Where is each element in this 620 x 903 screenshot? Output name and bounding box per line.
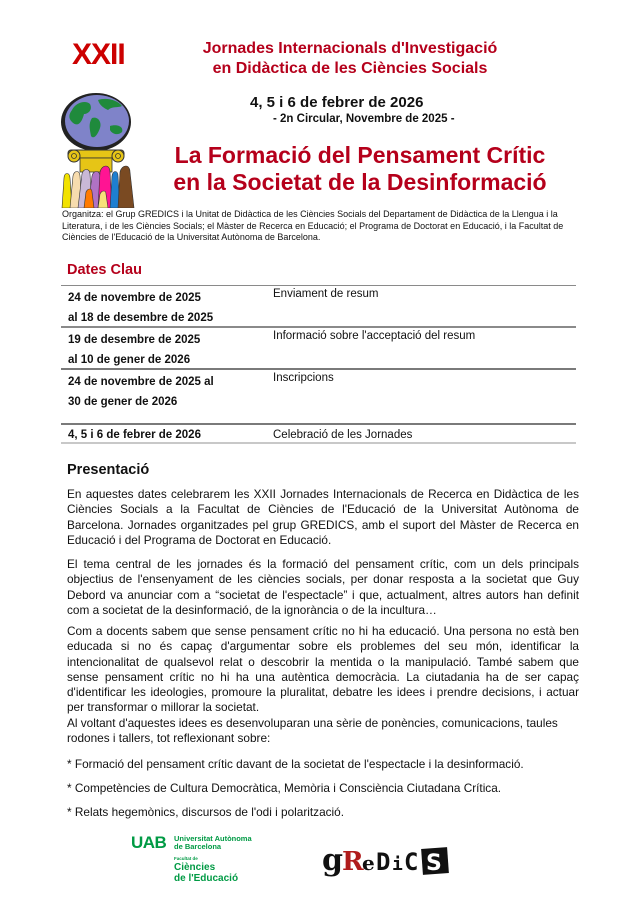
conference-title [150,39,550,79]
organizers-text: Organitza: el Grup GREDICS i la Unitat de Didàctica de les Ciències Socials del Departament de Didàctica de la Llengua i la Literatura, i de les Ciències Socials; el Màster de Recerca en Educació; el Programa de Doctorat en Educació, i la Facultat de Ciències de l'Educació de la Universitat Autònoma de Barcelona. [62,209,564,242]
svg-text:C: C [404,848,419,876]
table-row [61,368,576,423]
date-line: 19 de desembre de 2025 [68,334,201,346]
faculty-name-line: Ciències [174,862,216,873]
date-line: 24 de novembre de 2025 [68,292,201,304]
description-cell: Enviament de resum [273,288,379,300]
svg-text:e: e [362,851,375,875]
uab-name [174,835,252,851]
date-line: 30 de gener de 2026 [68,396,178,408]
svg-text:D: D [376,848,391,876]
conference-logo-icon [58,92,136,208]
uab-name-line: de Barcelona [174,842,222,851]
edition-number: XXII [72,38,125,71]
date-cell [68,288,268,328]
faculty-name-line: de l'Educació [174,873,239,884]
table-row [61,423,576,444]
date-cell [68,425,268,445]
date-line: al 18 de desembre de 2025 [68,312,214,324]
svg-text:S: S [426,851,442,876]
presentation-title: Presentació [67,462,150,478]
table-row [61,326,576,368]
theme-line2: en la Societat de la Desinformació [173,169,547,195]
conference-title-line1: Jornades Internacionals d'Investigació [202,40,498,57]
date-cell [68,330,268,370]
presentation-paragraph: El tema central de les jornades és la formació del pensament crític, com un dels principals objectius de l'ensenyament de les ciències socials, per donar resposta a la societat que Guy Debord va anunciar com a “societat de l'espectacle” i que, actualment, altres autors han definit com a societat de la desinformació, de la ignorància o de la incultura… [67,557,579,617]
topic-bullet: * Formació del pensament crític davant de la societat de l'espectacle i la desinformació. [67,757,524,771]
circular-label: - 2n Circular, Novembre de 2025 - [273,113,455,125]
date-line: 4, 5 i 6 de febrer de 2026 [68,429,201,441]
uab-mark: UAB [131,833,167,852]
date-cell [68,372,268,412]
svg-text:g: g [322,843,343,878]
uab-logo [131,833,261,888]
topic-bullet: * Competències de Cultura Democràtica, Memòria i Consciència Ciutadana Crítica. [67,781,502,795]
presentation-paragraph: En aquestes dates celebrarem les XXII Jornades Internacionals de Recerca en Didàctica de les Ciències Socials a la Facultat de Ciències de l'Educació de la Universitat Autònoma de Barcelona. Jornades organitzades pel grup GREDICS, amb el suport del Màster de Recerca en Educació i del Programa de Doctorat en Educació. [67,487,579,547]
description-cell: Informació sobre l'acceptació del resum [273,330,476,342]
presentation-paragraph: Com a docents sabem que sense pensament crític no hi ha educació. Una persona no està ben educada si no és capaç d'argumentar sobre els problemes del seu món, identificar la intencionalitat de qualsevol relat o descobrir la mentida o la manipulació. També sabem que sense pensament crític no hi ha una autèntica democràcia. La ciutadania ha de ser capaç d'identificar les ideologies, promoure la pluralitat, debatre les idees i prendre decisions, i actuar per transformar o millorar la societat. [67,624,579,715]
key-dates-title: Dates Clau [67,262,142,278]
presentation-paragraph: Al voltant d'aquestes idees es desenvoluparan una sèrie de ponències, comunicacions, taules rodones i tallers, tot reflexionant sobre: [67,716,558,746]
description-cell: Inscripcions [273,372,334,384]
gredics-logo-icon [320,838,455,880]
topic-bullet: * Relats hegemònics, discursos de l'odi i polarització. [67,805,344,819]
svg-text:R: R [342,847,364,877]
faculty-label: Facultat de [174,856,198,861]
svg-text:i: i [392,854,403,875]
event-dates: 4, 5 i 6 de febrer de 2026 [250,94,424,111]
theme-line1: La Formació del Pensament Crític [174,142,546,168]
date-line: 24 de novembre de 2025 al [68,376,214,388]
description-cell: Celebració de les Jornades [273,429,413,441]
conference-title-line2: en Didàctica de les Ciències Socials [212,60,488,77]
key-dates-table [61,285,576,444]
faculty-name [174,862,238,884]
uab-name-line: Universitat Autònoma [174,834,252,843]
date-line: al 10 de gener de 2026 [68,354,191,366]
table-row [61,285,576,326]
conference-theme [158,142,562,196]
